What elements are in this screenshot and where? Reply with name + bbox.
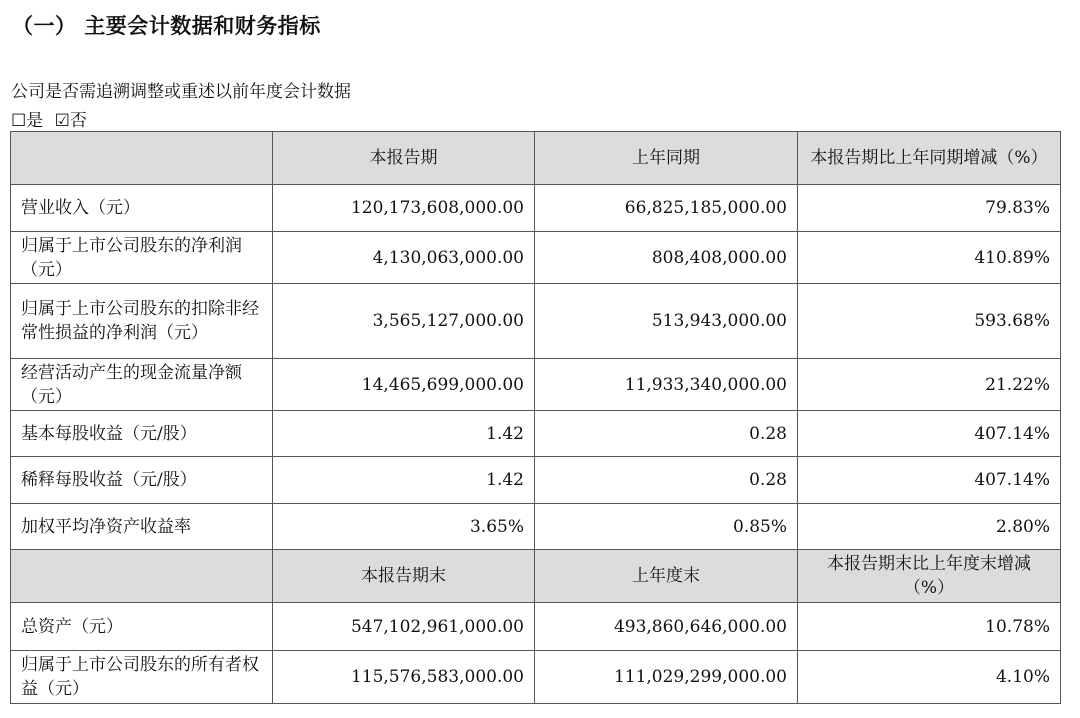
option-yes: ☐是 — [11, 111, 44, 131]
value-cell: 0.85% — [535, 504, 798, 550]
header-cell — [11, 550, 273, 603]
table-row — [11, 603, 1061, 651]
header-cell: 上年度末 — [535, 550, 798, 603]
table-row — [11, 359, 1061, 411]
restatement-question: 公司是否需追溯调整或重述以前年度会计数据 — [11, 82, 351, 102]
section-heading: （一） 主要会计数据和财务指标 — [12, 14, 321, 38]
value-cell: 493,860,646,000.00 — [535, 603, 798, 651]
value-cell: 120,173,608,000.00 — [273, 185, 535, 232]
value-cell: 2.80% — [798, 504, 1061, 550]
table-row — [11, 457, 1061, 504]
table-row — [11, 232, 1061, 284]
table-row — [11, 185, 1061, 232]
value-cell: 1.42 — [273, 411, 535, 457]
table-row — [11, 504, 1061, 550]
row-label: 归属于上市公司股东的所有者权益（元） — [11, 651, 273, 704]
header-cell — [11, 132, 273, 185]
value-cell: 547,102,961,000.00 — [273, 603, 535, 651]
value-cell: 111,029,299,000.00 — [535, 651, 798, 704]
value-cell: 14,465,699,000.00 — [273, 359, 535, 411]
value-cell: 4.10% — [798, 651, 1061, 704]
row-label: 经营活动产生的现金流量净额（元） — [11, 359, 273, 411]
value-cell: 115,576,583,000.00 — [273, 651, 535, 704]
value-cell: 10.78% — [798, 603, 1061, 651]
header-cell: 上年同期 — [535, 132, 798, 185]
row-label: 归属于上市公司股东的扣除非经常性损益的净利润（元） — [11, 284, 273, 359]
value-cell: 3.65% — [273, 504, 535, 550]
value-cell: 66,825,185,000.00 — [535, 185, 798, 232]
header-row — [11, 550, 1061, 603]
value-cell: 4,130,063,000.00 — [273, 232, 535, 284]
header-row — [11, 132, 1061, 185]
financial-indicators-table — [10, 131, 1061, 704]
value-cell: 11,933,340,000.00 — [535, 359, 798, 411]
value-cell: 0.28 — [535, 411, 798, 457]
header-cell: 本报告期比上年同期增减（%） — [798, 132, 1061, 185]
restatement-options — [11, 106, 93, 131]
row-label: 营业收入（元） — [11, 185, 273, 232]
value-cell: 407.14% — [798, 411, 1061, 457]
table-row — [11, 411, 1061, 457]
value-cell: 79.83% — [798, 185, 1061, 232]
header-cell: 本报告期末 — [273, 550, 535, 603]
table-row — [11, 651, 1061, 704]
header-cell: 本报告期末比上年度末增减（%） — [798, 550, 1061, 603]
value-cell: 3,565,127,000.00 — [273, 284, 535, 359]
value-cell: 0.28 — [535, 457, 798, 504]
value-cell: 410.89% — [798, 232, 1061, 284]
value-cell: 513,943,000.00 — [535, 284, 798, 359]
value-cell: 593.68% — [798, 284, 1061, 359]
option-no: ☑否 — [54, 111, 87, 131]
table-row — [11, 284, 1061, 359]
value-cell: 808,408,000.00 — [535, 232, 798, 284]
row-label: 基本每股收益（元/股） — [11, 411, 273, 457]
row-label: 加权平均净资产收益率 — [11, 504, 273, 550]
row-label: 归属于上市公司股东的净利润（元） — [11, 232, 273, 284]
row-label: 总资产（元） — [11, 603, 273, 651]
header-cell: 本报告期 — [273, 132, 535, 185]
value-cell: 407.14% — [798, 457, 1061, 504]
row-label: 稀释每股收益（元/股） — [11, 457, 273, 504]
value-cell: 1.42 — [273, 457, 535, 504]
value-cell: 21.22% — [798, 359, 1061, 411]
